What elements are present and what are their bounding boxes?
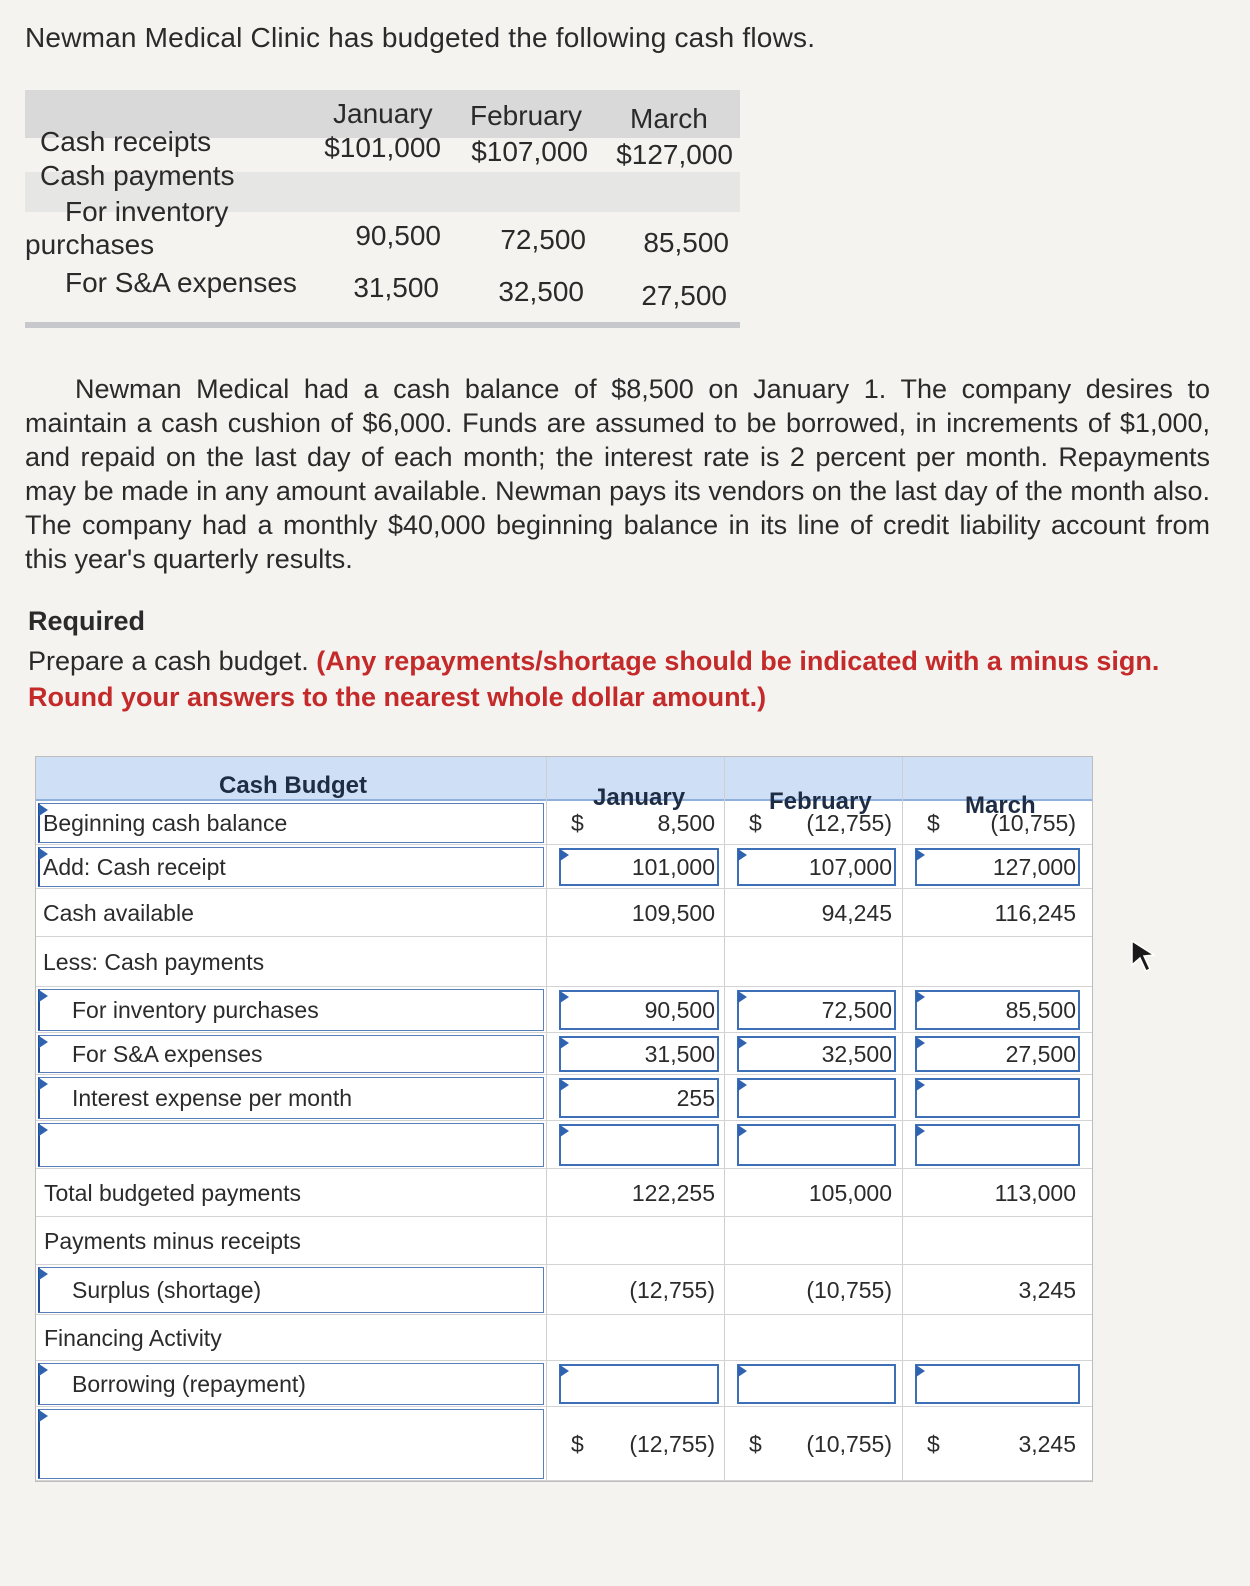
- budget-value-jan: 31,500: [644, 1041, 715, 1067]
- budget-value-jan: (12,755): [629, 1431, 715, 1457]
- amount-input-jan[interactable]: [559, 1364, 719, 1404]
- problem-paragraph: Newman Medical had a cash balance of $8,500 on January 1. The company desires to maintain a cash cushion of $6,000. Funds are assumed to be borrowed, in increments of $1,000, and repaid on the last day of each month; the interest rate is 2 percent per month. Repayments may be made in any amount available. Newman pays its vendors on the last day of the month also. The company had a monthly $40,000 beginning balance in its line of credit liability account from this year's quarterly results.: [25, 374, 1210, 574]
- input-marker-icon: [738, 1365, 747, 1377]
- currency-symbol: $: [571, 810, 584, 836]
- budget-row: [36, 1265, 1092, 1315]
- input-marker-icon: [916, 849, 925, 861]
- dropdown-arrow-icon: [39, 1036, 48, 1048]
- input-marker-icon: [560, 1079, 569, 1091]
- col-header-january: January: [593, 784, 686, 811]
- intro-text: Newman Medical Clinic has budgeted the following cash flows.: [25, 22, 816, 53]
- currency-symbol: $: [927, 1431, 940, 1457]
- budget-value-jan: 8,500: [657, 810, 715, 836]
- amount-input-mar[interactable]: [915, 1364, 1080, 1404]
- budget-value-jan: 90,500: [644, 997, 715, 1023]
- flows-sa-feb: 32,500: [498, 276, 584, 307]
- budget-value-mar: 116,245: [994, 900, 1076, 926]
- budget-value-jan: (12,755): [629, 1277, 715, 1303]
- budget-value-mar: 127,000: [992, 854, 1076, 880]
- flows-cash-receipts-feb: $107,000: [471, 136, 588, 167]
- budget-row-label: Financing Activity: [44, 1325, 222, 1351]
- dropdown-arrow-icon: [39, 990, 48, 1002]
- amount-input-jan[interactable]: [559, 1124, 719, 1166]
- flows-inventory-mar: 85,500: [643, 227, 729, 258]
- budget-row: [36, 845, 1092, 889]
- budget-row-label: Payments minus receipts: [44, 1228, 301, 1254]
- budget-value-mar: 3,245: [1018, 1277, 1076, 1303]
- budget-row-label: Surplus (shortage): [72, 1277, 262, 1303]
- dropdown-arrow-icon: [39, 1410, 48, 1422]
- budget-value-jan: 122,255: [631, 1180, 715, 1206]
- budget-row: [36, 1075, 1092, 1121]
- input-marker-icon: [916, 1125, 925, 1137]
- input-marker-icon: [738, 1037, 747, 1049]
- budget-value-feb: 32,500: [821, 1041, 892, 1067]
- input-marker-icon: [560, 849, 569, 861]
- budget-row: [36, 1121, 1092, 1169]
- input-marker-icon: [738, 1079, 747, 1091]
- input-marker-icon: [916, 1037, 925, 1049]
- flows-inventory-jan: 90,500: [355, 220, 441, 251]
- budget-row: [36, 1361, 1092, 1407]
- flows-label-sa: For S&A expenses: [65, 267, 297, 298]
- budget-row-label: Cash available: [43, 900, 194, 926]
- row-label-select[interactable]: [38, 1123, 544, 1167]
- flows-cash-receipts-jan: $101,000: [324, 132, 441, 163]
- cash-budget-header: [36, 757, 1092, 801]
- flows-sa-jan: 31,500: [353, 272, 439, 303]
- budget-value-mar: (10,755): [990, 810, 1076, 836]
- input-marker-icon: [916, 991, 925, 1003]
- budget-value-jan: 255: [676, 1085, 715, 1111]
- input-marker-icon: [916, 1079, 925, 1091]
- dropdown-arrow-icon: [39, 1124, 48, 1136]
- budget-value-mar: 27,500: [1005, 1041, 1076, 1067]
- amount-input-mar[interactable]: [915, 1124, 1080, 1166]
- flows-month-january: January: [333, 98, 433, 129]
- input-marker-icon: [738, 1125, 747, 1137]
- budget-row-label: Borrowing (repayment): [72, 1371, 306, 1397]
- col-header-february: February: [769, 788, 872, 815]
- budget-row: [36, 801, 1092, 845]
- budget-value-feb: (12,755): [806, 810, 892, 836]
- budget-row: [36, 1217, 1092, 1265]
- amount-input-feb[interactable]: [737, 1124, 896, 1166]
- flows-label-inventory-2: purchases: [25, 229, 155, 260]
- input-marker-icon: [560, 991, 569, 1003]
- budget-value-feb: 107,000: [808, 854, 892, 880]
- budget-row: [36, 1407, 1092, 1481]
- budget-row-label: Less: Cash payments: [43, 949, 265, 975]
- budget-value-mar: 113,000: [994, 1180, 1076, 1206]
- input-marker-icon: [738, 849, 747, 861]
- currency-symbol: $: [749, 1431, 762, 1457]
- budget-row: [36, 1315, 1092, 1361]
- flows-month-february: February: [470, 100, 583, 131]
- currency-symbol: $: [571, 1431, 584, 1457]
- flows-label-cash-receipts: Cash receipts: [40, 126, 212, 157]
- budget-row: [36, 1169, 1092, 1217]
- currency-symbol: $: [927, 810, 940, 836]
- budget-value-jan: 101,000: [631, 854, 715, 880]
- flows-sa-mar: 27,500: [641, 280, 727, 311]
- flows-bottom-rule: [25, 322, 740, 328]
- budget-row: [36, 987, 1092, 1033]
- budget-value-jan: 109,500: [631, 900, 715, 926]
- dropdown-arrow-icon: [39, 1078, 48, 1090]
- budget-value-mar: 3,245: [1018, 1431, 1076, 1457]
- budget-row: [36, 1033, 1092, 1075]
- budget-row: [36, 937, 1092, 987]
- required-note: (Any repayments/shortage should be indicated with a minus sign. Round your answers to the nearest whole dollar amount.): [28, 646, 1160, 712]
- budget-row: [36, 889, 1092, 937]
- budget-row-label: For inventory purchases: [72, 997, 319, 1023]
- amount-input-feb[interactable]: [737, 1364, 896, 1404]
- budget-value-feb: 72,500: [821, 997, 892, 1023]
- budget-value-feb: (10,755): [806, 1431, 892, 1457]
- currency-symbol: $: [749, 810, 762, 836]
- input-marker-icon: [560, 1365, 569, 1377]
- row-label-select[interactable]: [38, 1409, 544, 1479]
- budget-row-label: Add: Cash receipt: [43, 854, 226, 880]
- cash-budget-table: [35, 756, 1093, 1482]
- budget-row-label: Interest expense per month: [72, 1085, 352, 1111]
- cash-flows-table: [25, 90, 740, 340]
- budget-row-label: For S&A expenses: [72, 1041, 263, 1067]
- required-text: Prepare a cash budget. (Any repayments/shortage should be indicated with a minus sign. Round your answers to the nearest whole dollar amount.): [28, 646, 1160, 712]
- dropdown-arrow-icon: [39, 1364, 48, 1376]
- mouse-cursor-icon: [1128, 937, 1158, 973]
- input-marker-icon: [560, 1037, 569, 1049]
- input-marker-icon: [560, 1125, 569, 1137]
- cash-budget-title: Cash Budget: [219, 772, 368, 799]
- budget-value-feb: 105,000: [808, 1180, 892, 1206]
- budget-row-label: Beginning cash balance: [43, 810, 288, 836]
- amount-input-mar[interactable]: [915, 1078, 1080, 1118]
- flows-inventory-feb: 72,500: [500, 224, 586, 255]
- dropdown-arrow-icon: [39, 1268, 48, 1280]
- input-marker-icon: [916, 1365, 925, 1377]
- budget-value-feb: (10,755): [806, 1277, 892, 1303]
- flows-label-inventory-1: For inventory: [65, 196, 229, 227]
- amount-input-feb[interactable]: [737, 1078, 896, 1118]
- flows-label-cash-payments: Cash payments: [40, 160, 235, 191]
- input-marker-icon: [738, 991, 747, 1003]
- budget-value-feb: 94,245: [821, 900, 892, 926]
- budget-value-mar: 85,500: [1005, 997, 1076, 1023]
- required-title: Required: [28, 606, 146, 636]
- budget-row-label: Total budgeted payments: [44, 1180, 302, 1206]
- flows-month-march: March: [630, 103, 708, 134]
- col-header-march: March: [965, 792, 1036, 819]
- flows-cash-receipts-mar: $127,000: [616, 139, 733, 170]
